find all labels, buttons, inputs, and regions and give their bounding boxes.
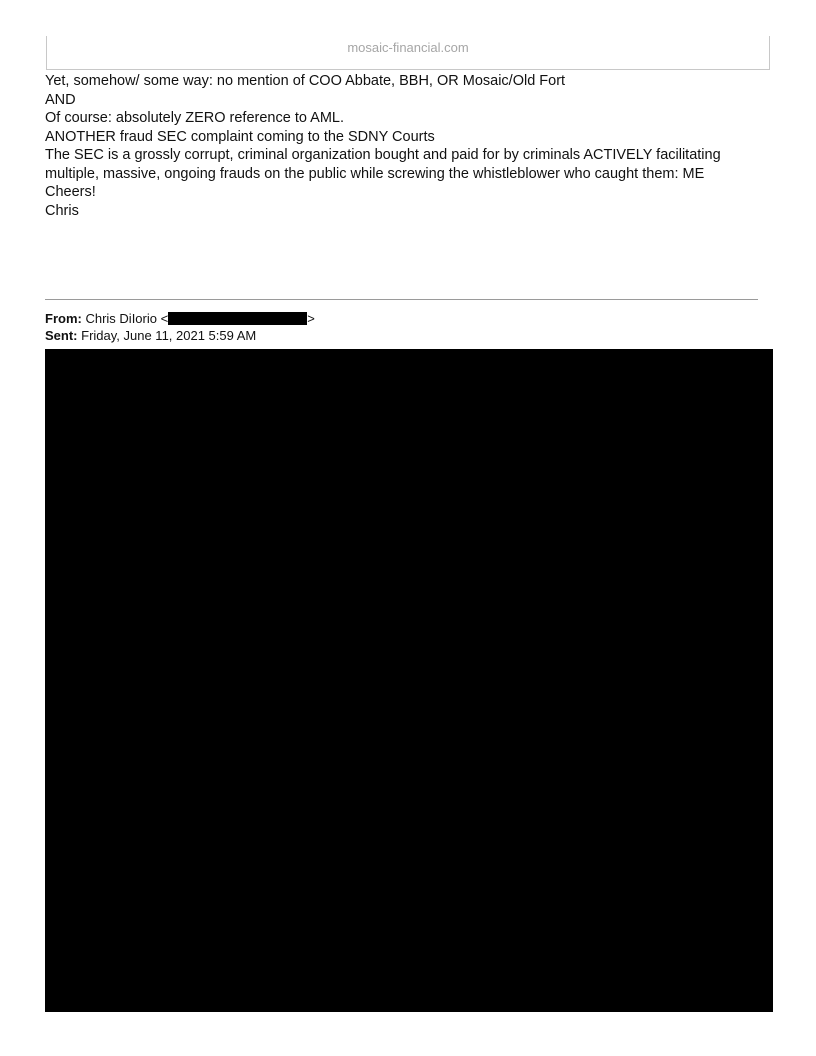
sent-label: Sent: [45, 328, 78, 343]
body-line: Yet, somehow/ some way: no mention of COO Abbate, BBH, OR Mosaic/Old Fort [45, 73, 566, 89]
sent-value: Friday, June 11, 2021 5:59 AM [81, 328, 257, 343]
from-line [45, 310, 315, 327]
body-line: Of course: absolutely ZERO reference to AML. [45, 110, 344, 126]
redacted-email-address [168, 312, 307, 325]
body-line: ANOTHER fraud SEC complaint coming to the SDNY Courts [45, 128, 435, 145]
link-preview-box[interactable] [46, 36, 770, 70]
email-body [45, 72, 765, 220]
body-line: The SEC is a grossly corrupt, criminal organization bought and paid for by criminals ACTIVELY facilitating multiple, massive, ongoing frauds on the public while screwing the whistleblower who caught them: ME [45, 147, 721, 182]
sent-line [45, 327, 315, 344]
message-divider [45, 299, 758, 300]
body-line: Chris [45, 202, 79, 219]
from-close: > [307, 311, 315, 326]
redacted-content-block [45, 349, 773, 1012]
email-header [45, 310, 315, 344]
from-label: From: [45, 311, 82, 326]
body-line: Cheers! [45, 184, 96, 200]
link-preview-domain[interactable]: mosaic-financial.com [347, 40, 469, 55]
body-line: AND [45, 91, 76, 108]
from-name: Chris DiIorio < [85, 311, 169, 326]
